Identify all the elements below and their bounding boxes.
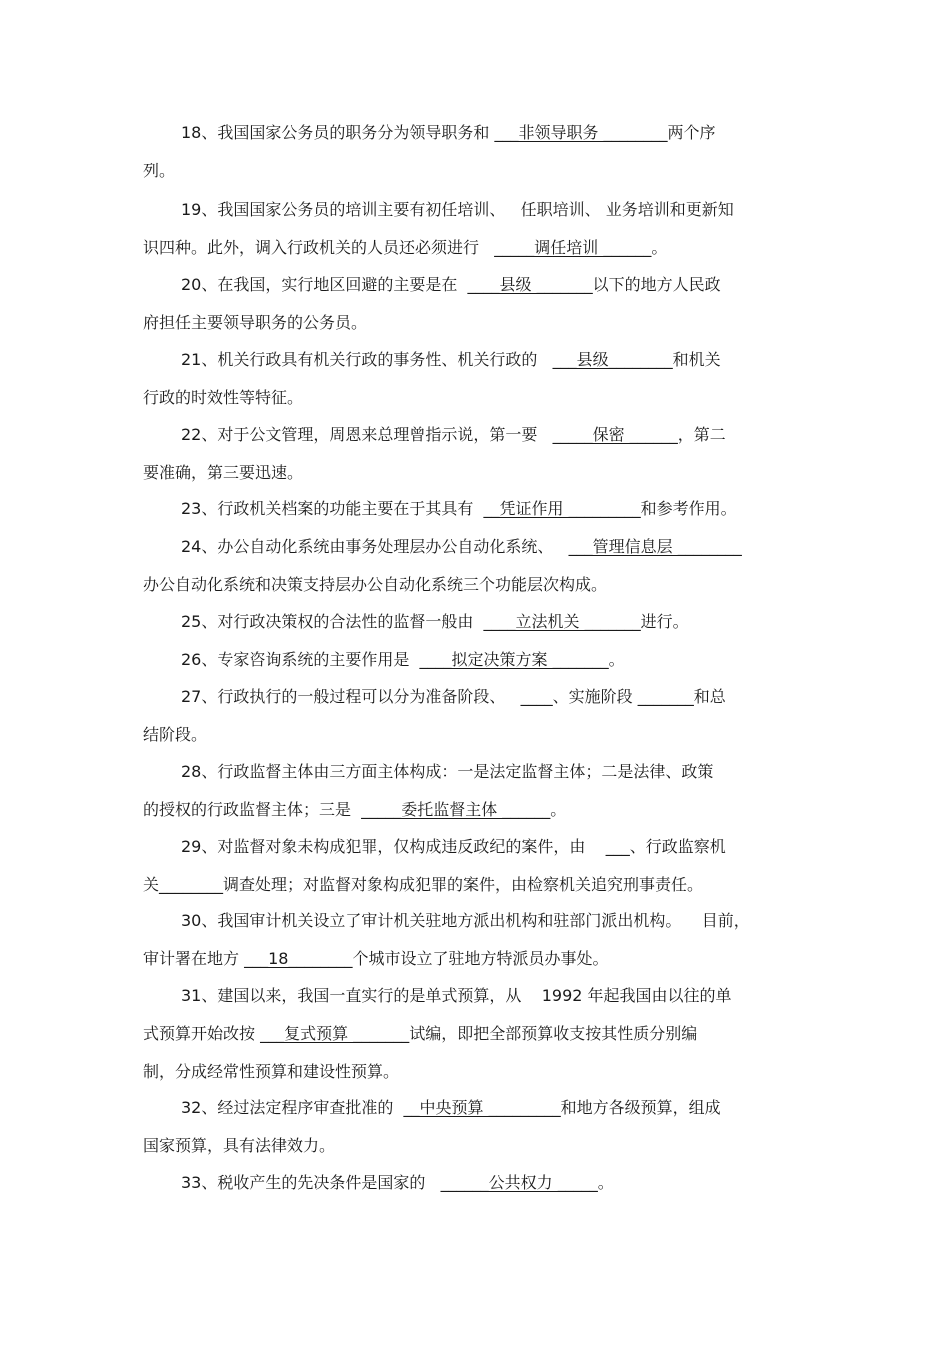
question-text: 式预算开始改按: [143, 1024, 261, 1043]
question-line: [181, 649, 625, 671]
question-text: 32、经过法定程序审查批准的: [181, 1098, 404, 1117]
question-line: [143, 1135, 335, 1157]
question-text: 31、建国以来，我国一直实行的是单式预算，从 1992 年起我国由以往的单: [181, 986, 732, 1005]
question-line: [181, 199, 734, 221]
question-text: 18、我国国家公务员的职务分为领导职务和: [181, 123, 495, 142]
question-text: 29、对监督对象未构成犯罪，仅构成违反政纪的案件，由: [181, 837, 606, 856]
question-line: [143, 874, 703, 896]
question-line: [143, 574, 607, 596]
question-text: 。: [550, 800, 567, 819]
answer-blank: _____调任培训 ______: [494, 238, 652, 257]
question-text: 的授权的行政监督主体；三是: [143, 800, 362, 819]
question-text: 22、对于公文管理，周恩来总理曾指示说，第一要: [181, 425, 553, 444]
question-text: ，第二: [677, 425, 726, 444]
answer-blank: ___18________: [244, 949, 353, 968]
question-text: 结阶段。: [143, 725, 208, 744]
question-text: 24、办公自动化系统由事务处理层办公自动化系统、: [181, 537, 569, 556]
answer-blank: ______公共权力 _____: [440, 1173, 598, 1192]
question-line: [181, 985, 732, 1007]
answer-blank: __中央预算 _________: [403, 1098, 561, 1117]
question-text: 行政的时效性等特征。: [143, 388, 304, 407]
answer-blank: ___复式预算 _______: [260, 1024, 410, 1043]
question-text: 和地方各级预算，组成: [560, 1098, 721, 1117]
question-line: [143, 387, 303, 409]
question-text: 试编，即把全部预算收支按其性质分别编: [409, 1024, 698, 1043]
question-text: 、行政监察机: [629, 837, 726, 856]
question-line: [181, 424, 726, 446]
question-line: [143, 462, 303, 484]
question-text: 要准确，第三要迅速。: [143, 463, 304, 482]
question-text: 关: [143, 875, 160, 894]
question-text: 25、对行政决策权的合法性的监督一般由: [181, 612, 484, 631]
question-line: [181, 686, 726, 708]
question-line: [143, 799, 566, 821]
question-text: 国家预算，具有法律效力。: [143, 1136, 336, 1155]
question-text: 两个序: [667, 123, 716, 142]
question-text: 以下的地方人民政: [592, 275, 721, 294]
answer-blank: ___县级________: [552, 350, 673, 369]
question-text: 20、在我国，实行地区回避的主要是在: [181, 275, 468, 294]
answer-blank: _____委托监督主体 ______: [361, 800, 551, 819]
question-line: [143, 724, 207, 746]
question-line: [181, 536, 742, 558]
question-text: 21、机关行政具有机关行政的事务性、机关行政的: [181, 350, 553, 369]
question-text: 和机关: [672, 350, 721, 369]
question-text: 30、我国审计机关设立了审计机关驻地方派出机构和驻部门派出机构。 目前，: [181, 911, 750, 930]
question-line: [143, 948, 608, 970]
question-line: [143, 160, 175, 182]
answer-blank: ____拟定决策方案 _______: [419, 650, 609, 669]
question-text: 进行。: [640, 612, 689, 631]
question-text: 和总: [693, 687, 726, 706]
question-text: 19、我国国家公务员的培训主要有初任培训、 任职培训、 业务培训和更新知: [181, 200, 734, 219]
question-text: 识四种。此外，调入行政机关的人员还必须进行: [143, 238, 495, 257]
question-line: [143, 237, 667, 259]
answer-blank: _____保密 ______: [552, 425, 678, 444]
question-text: 个城市设立了驻地方特派员办事处。: [352, 949, 609, 968]
answer-blank: __凭证作用 _________: [483, 499, 641, 518]
answer-blank: ____县级 _______: [467, 275, 593, 294]
question-text: 28、行政监督主体由三方面主体构成：一是法定监督主体；二是法律、政策: [181, 762, 714, 781]
question-line: [181, 498, 737, 520]
question-text: 和参考作用。: [640, 499, 737, 518]
question-line: [181, 274, 721, 296]
question-text: 23、行政机关档案的功能主要在于其具有: [181, 499, 484, 518]
question-line: [143, 1061, 399, 1083]
question-line: [181, 1172, 614, 1194]
answer-blank: ________: [159, 875, 224, 894]
answer-blank: ___管理信息层 ________: [568, 537, 742, 556]
question-text: 、实施阶段: [552, 687, 638, 706]
question-line: [181, 1097, 721, 1119]
question-text: 调查处理；对监督对象构成犯罪的案件，由检察机关追究刑事责任。: [223, 875, 704, 894]
answer-blank: ____立法机关 _______: [483, 612, 641, 631]
question-text: 办公自动化系统和决策支持层办公自动化系统三个功能层次构成。: [143, 575, 608, 594]
question-line: [181, 349, 721, 371]
question-text: 审计署在地方: [143, 949, 245, 968]
question-text: 府担任主要领导职务的公务员。: [143, 313, 368, 332]
question-line: [181, 122, 716, 144]
question-line: [181, 910, 750, 932]
answer-blank: ____: [520, 687, 553, 706]
question-line: [143, 1023, 697, 1045]
question-text: 。: [651, 238, 668, 257]
question-text: 27、行政执行的一般过程可以分为准备阶段、: [181, 687, 521, 706]
answer-blank: ___非领导职务 ________: [494, 123, 668, 142]
answer-blank: _______: [637, 687, 694, 706]
question-text: 列。: [143, 161, 176, 180]
question-text: 33、税收产生的先决条件是国家的: [181, 1173, 441, 1192]
question-line: [181, 611, 689, 633]
question-text: 制，分成经常性预算和建设性预算。: [143, 1062, 400, 1081]
question-line: [143, 312, 367, 334]
question-line: [181, 836, 726, 858]
answer-blank: ___: [605, 837, 630, 856]
question-text: 。: [597, 1173, 614, 1192]
question-line: [181, 761, 713, 783]
question-text: 26、专家咨询系统的主要作用是: [181, 650, 420, 669]
question-text: 。: [608, 650, 625, 669]
